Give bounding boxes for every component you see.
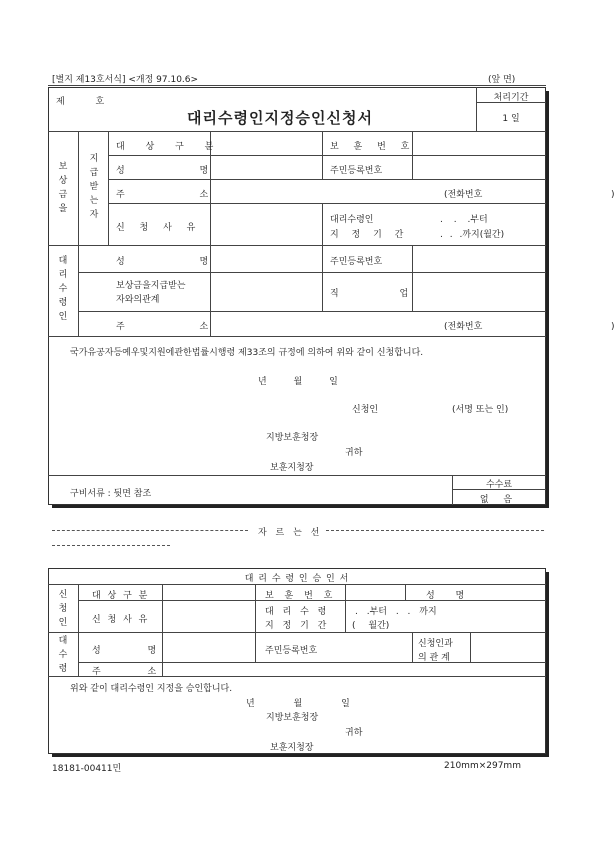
approval-statement: 위와 같이 대리수령인 지정을 승인합니다. bbox=[70, 684, 233, 694]
approval-office-branch: 보훈지청장 bbox=[270, 743, 314, 753]
page-side-label: (앞 면) bbox=[488, 75, 516, 85]
recipient-phone-label: (전화번호 : ) bbox=[444, 190, 615, 200]
reason-label: 신 청 사 유 bbox=[116, 223, 202, 233]
cut-line-label: 자 르 는 선 bbox=[258, 528, 323, 538]
row-rule-1 bbox=[108, 155, 546, 156]
recipient-resident-label: 주민등록번호 bbox=[330, 166, 383, 176]
approval-agent-section: 대수령 bbox=[58, 636, 68, 674]
approval-target-label: 대 상 구 분 bbox=[92, 591, 150, 601]
form-number-label: 제 호 bbox=[56, 97, 119, 107]
approval-office-honorific: 귀하 bbox=[345, 728, 363, 738]
approval-shadow-right bbox=[546, 572, 549, 757]
label-col-divider bbox=[210, 131, 211, 336]
office-honorific: 귀하 bbox=[345, 448, 363, 458]
mid-col-divider-2 bbox=[322, 203, 323, 245]
form-shadow-bottom bbox=[52, 505, 549, 508]
approval-rule-2 bbox=[48, 632, 546, 633]
relation-label-1: 보상금을지급받는 bbox=[116, 281, 186, 291]
approval-office-regional: 지방보훈청장 bbox=[266, 713, 319, 723]
approval-rule-3 bbox=[78, 662, 546, 663]
period-to: . . .까지(월간) bbox=[440, 230, 505, 240]
approval-title-rule bbox=[48, 584, 546, 585]
approval-reason-label: 신 청 사 유 bbox=[92, 615, 150, 625]
header-rule bbox=[48, 85, 546, 86]
relation-label-2: 자와의관계 bbox=[116, 295, 160, 305]
approval-shadow-bottom bbox=[52, 754, 549, 757]
approval-relation-value-divider bbox=[470, 632, 471, 662]
right-col-divider-2 bbox=[412, 245, 413, 311]
applicant-label: 신청인 bbox=[352, 405, 379, 415]
form-shadow-right bbox=[546, 91, 549, 508]
recipient-address-label: 주 소 bbox=[116, 190, 209, 200]
agent-name-label: 성 명 bbox=[116, 257, 209, 267]
approval-relation-label-1: 신청인과 bbox=[418, 639, 453, 649]
approval-applicant-section: 신청인 bbox=[58, 590, 68, 628]
required-documents: 구비서류 : 뒷면 참조 bbox=[70, 489, 152, 499]
period-label-2: 지 정 기 간 bbox=[330, 230, 409, 240]
approval-address-label: 주 소 bbox=[92, 667, 157, 677]
section-rule bbox=[48, 245, 546, 246]
section-recipient-label: 보상금을 bbox=[58, 162, 68, 214]
approval-name-label: 성 명 bbox=[426, 591, 465, 601]
approval-name-divider bbox=[405, 584, 406, 600]
approval-title: 대 리 수 령 인 승 인 서 bbox=[244, 574, 350, 584]
cut-line-continuation bbox=[52, 545, 170, 546]
approval-period-from: . .부터 . . 까지 bbox=[355, 607, 437, 617]
period-from: . . .부터 bbox=[440, 215, 488, 225]
recipient-name-label: 성 명 bbox=[116, 166, 209, 176]
compensation-number-label: 보 훈 번 호 bbox=[330, 142, 416, 152]
agent-resident-label: 주민등록번호 bbox=[330, 257, 383, 267]
approval-agent-name-label: 성 명 bbox=[92, 646, 157, 656]
fee-label: 수수료 bbox=[485, 480, 513, 490]
approval-resident-label: 주민등록번호 bbox=[265, 646, 318, 656]
processing-value: 1 일 bbox=[502, 114, 520, 124]
period-label-1: 대리수령인 bbox=[330, 215, 374, 225]
processing-label: 처리기간 bbox=[493, 93, 529, 103]
application-date: 년 월 일 bbox=[258, 377, 338, 387]
agent-address-label: 주 소 bbox=[116, 322, 209, 332]
approval-relation-divider bbox=[412, 632, 413, 662]
row-rule-5 bbox=[78, 311, 546, 312]
row-rule-4 bbox=[78, 272, 546, 273]
office-branch: 보훈지청장 bbox=[270, 463, 314, 473]
occupation-label: 직 업 bbox=[330, 289, 409, 299]
cut-line-right bbox=[326, 530, 544, 531]
approval-right-divider bbox=[345, 584, 346, 632]
section-recipient-label-2: 지급받는자 bbox=[89, 154, 99, 220]
agent-phone-label: (전화번호 : ) bbox=[444, 322, 615, 332]
approval-date: 년 월 일 bbox=[246, 699, 350, 709]
office-regional: 지방보훈청장 bbox=[266, 433, 319, 443]
form-title: 대리수령인지정승인신청서 bbox=[187, 109, 373, 127]
signature-label: (서명 또는 인) bbox=[452, 405, 509, 415]
subsection-divider bbox=[108, 131, 109, 245]
section-divider bbox=[78, 131, 79, 336]
row-rule-2 bbox=[108, 179, 546, 180]
title-rule bbox=[48, 131, 546, 132]
approval-relation-label-2: 의 관 계 bbox=[418, 653, 450, 663]
target-category-label: 대 상 구 분 bbox=[116, 142, 223, 152]
fee-value: 없 음 bbox=[479, 495, 519, 505]
approval-mid-divider bbox=[255, 584, 256, 662]
approval-period-label-1: 대 리 수 령 bbox=[265, 607, 330, 617]
cut-line-left bbox=[52, 530, 248, 531]
footer-code: 18181-00411민 bbox=[52, 764, 122, 774]
form-number: [별지 제13호서식] <개정 97.10.6> bbox=[52, 75, 199, 85]
application-statement: 국가유공자등예우및지원에관한법률시행령 제33조의 규정에 의하여 위와 같이 신청합니다. bbox=[70, 348, 424, 358]
row-rule-3 bbox=[108, 203, 546, 204]
docs-rule bbox=[48, 475, 546, 476]
section-agent-label: 대리수령인 bbox=[58, 256, 68, 322]
approval-period-label-2: 지 정 기 간 bbox=[265, 621, 330, 631]
approval-compensation-label: 보 훈 번 호 bbox=[265, 591, 337, 601]
approval-period-months: ( 월간) bbox=[352, 621, 390, 631]
mid-col-divider-3 bbox=[322, 245, 323, 311]
footer-paper-size: 210mm×297mm bbox=[444, 761, 521, 771]
statement-rule bbox=[48, 336, 546, 337]
